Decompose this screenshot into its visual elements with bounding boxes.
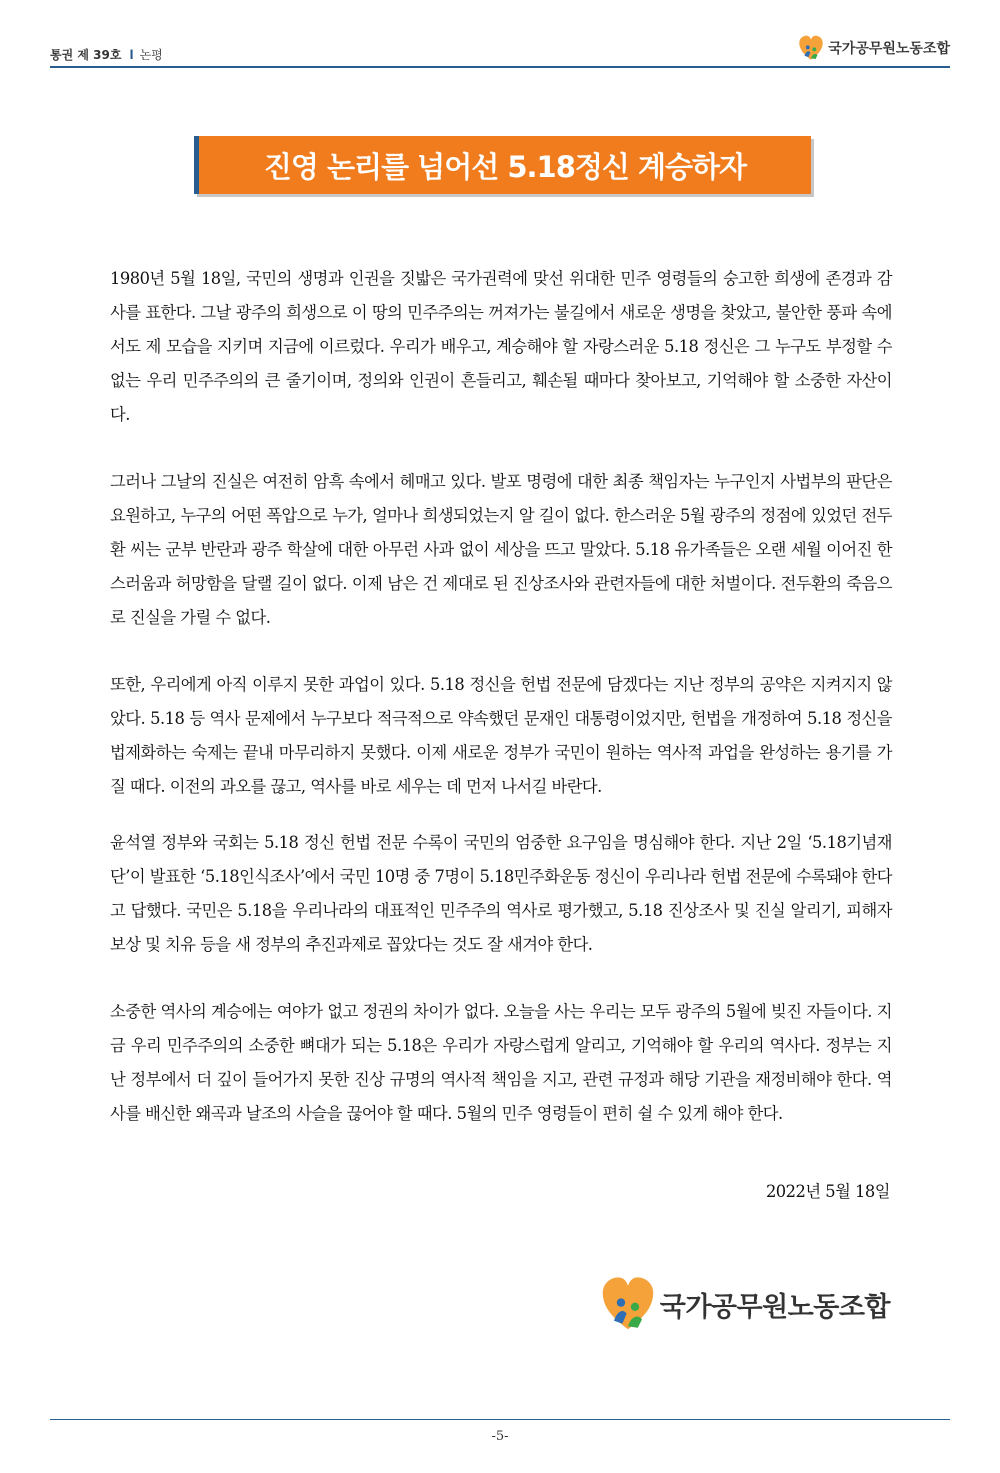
page-number: -5- [491,1429,509,1444]
article-body [110,262,892,1164]
issue-number: 통권 제 39호 [50,48,122,62]
publish-date: 2022년 5월 18일 [765,1182,890,1201]
page-header [50,30,950,68]
footer-org-name: 국가공무원노동조합 [659,1291,890,1323]
footer-logo [600,1276,890,1332]
title-banner [194,136,811,194]
issue-separator: l [129,48,134,62]
paragraph: 그러나 그날의 진실은 여전히 암흑 속에서 헤매고 있다. 발포 명령에 대한 최종 책임자는 누구인지 사법부의 판단은 요원하고, 누구의 어떤 폭압으로 누가, 얼마나 희생되었는지 알 길이 없다. 한스러운 5월 광주의 정점에 있었던 전두환 씨는 군부 반란과 광주 학살에 대한 아무런 사과 없이 세상을 뜨고 말았다. 5.18 유가족들은 오랜 세월 이어진 한스러움과 허망함을 달랠 길이 없다. 이제 남은 건 제대로 된 진상조사와 관련자들에 대한 처벌이다. 전두환의 죽음으로 진실을 가릴 수 없다. [110,472,892,627]
header-org-name: 국가공무원노동조합 [828,41,950,57]
section-label: 논평 [139,48,163,62]
paragraph: 소중한 역사의 계승에는 여야가 없고 정권의 차이가 없다. 오늘을 사는 우리는 모두 광주의 5월에 빚진 자들이다. 지금 우리 민주주의의 소중한 뼈대가 되는 5.18은 우리가 자랑스럽게 알리고, 기억해야 할 우리의 역사다. 정부는 지난 정부에서 더 깊이 들어가지 못한 진상 규명의 역사적 책임을 지고, 관련 규정과 해당 기관을 재정비해야 한다. 역사를 배신한 왜곡과 날조의 사슬을 끊어야 할 때다. 5월의 민주 영령들이 편히 쉴 수 있게 해야 한다. [110,1002,892,1123]
paragraph: 윤석열 정부와 국회는 5.18 정신 헌법 전문 수록이 국민의 엄중한 요구임을 명심해야 한다. 지난 2일 ‘5.18기념재단’이 발표한 ‘5.18인식조사’에서 국민 10명 중 7명이 5.18민주화운동 정신이 우리나라 헌법 전문에 수록돼야 한다고 답했다. 국민은 5.18을 우리나라의 대표적인 민주주의 역사로 평가했고, 5.18 진상조사 및 진실 알리기, 피해자 보상 및 치유 등을 새 정부의 추진과제로 꼽았다는 것도 잘 새겨야 한다. [110,833,892,954]
header-logo [798,35,950,61]
union-logo-icon [600,1276,656,1332]
issue-info [50,46,163,63]
footer-rule [50,1419,950,1420]
union-logo-icon [798,35,824,61]
page-title: 진영 논리를 넘어선 5.18정신 계승하자 [263,149,747,184]
paragraph: 1980년 5월 18일, 국민의 생명과 인권을 짓밟은 국가권력에 맞선 위대한 민주 영령들의 숭고한 희생에 존경과 감사를 표한다. 그날 광주의 희생으로 이 땅의 민주주의는 꺼져가는 불길에서 새로운 생명을 찾았고, 불안한 풍파 속에서도 제 모습을 지키며 지금에 이르렀다. 우리가 배우고, 계승해야 할 자랑스러운 5.18 정신은 그 누구도 부정할 수 없는 우리 민주주의의 큰 줄기이며, 정의와 인권이 흔들리고, 훼손될 때마다 찾아보고, 기억해야 할 소중한 자산이다. [110,269,892,424]
paragraph: 또한, 우리에게 아직 이루지 못한 과업이 있다. 5.18 정신을 헌법 전문에 담겠다는 지난 정부의 공약은 지켜지지 않았다. 5.18 등 역사 문제에서 누구보다 적극적으로 약속했던 문재인 대통령이었지만, 헌법을 개정하여 5.18 정신을 법제화하는 숙제는 끝내 마무리하지 못했다. 이제 새로운 정부가 국민이 원하는 역사적 과업을 완성하는 용기를 가질 때다. 이전의 과오를 끊고, 역사를 바로 세우는 데 먼저 나서길 바란다. [110,675,892,796]
